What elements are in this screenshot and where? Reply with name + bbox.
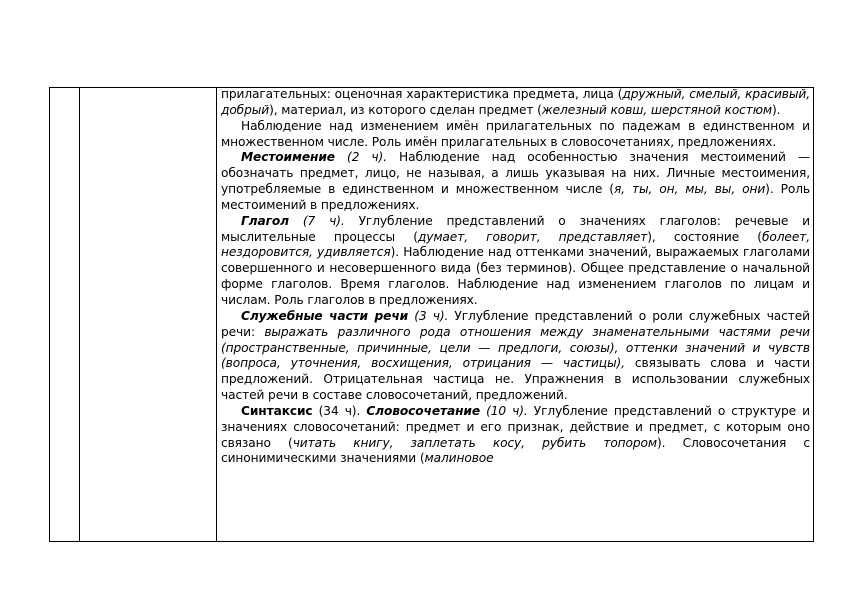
curriculum-table	[49, 87, 814, 542]
text-run: выражать различного рода отношения между знаменательными частями речи (пространственные, причинные, цели — предлоги, союзы), оттенки значений и чувств (вопроса, уточнения, восхищения, отрицания — частицы),	[221, 324, 810, 371]
table-column-topic	[80, 88, 217, 541]
text-run: Словосочетание	[366, 403, 481, 418]
text-run: болеет, нездоровится, удивляется	[221, 229, 810, 260]
text-run: дружный, смелый, красивый, добрый	[221, 87, 810, 117]
text-run: (3 ч).	[408, 308, 449, 323]
content-paragraph: Глагол (7 ч). Углубление представлений о значениях глаголов: речевые и мыслительные процессы (думает, говорит, представляет), состояние (болеет, нездоровится, удивляется). Наблюдение над оттенками значений, выражаемых глаголами совершенного и несовершенного вида (без терминов). Общее представление о начальной форме глаголов. Время глаголов. Наблюдение над изменением глаголов по лицам и числам. Роль глаголов в предложениях.	[221, 213, 810, 307]
content-paragraph: прилагательных: оценочная характеристика предмета, лица (дружный, смелый, красивый, добрый), материал, из которого сделан предмет (железный ковш, шерстяной костюм).	[221, 87, 810, 117]
text-run: я, ты, он, мы, вы, они	[613, 182, 766, 197]
text-run: думает, говорит, представляет	[417, 229, 648, 244]
table-column-number	[50, 88, 80, 541]
content-paragraph: Местоимение (2 ч). Наблюдение над особенностью значения местоимений — обозначать предмет, лицо, не называя, а лишь указывая на них. Личные местоимения, употребляемые в единственном и множественном числе (я, ты, он, мы, вы, они). Роль местоимений в предложениях.	[221, 150, 810, 212]
text-run: (10 ч).	[480, 403, 528, 418]
text-run: Глагол	[241, 213, 289, 228]
text-run: малиновое	[424, 451, 494, 466]
text-run: железный ковш, шерстяной костюм	[541, 102, 773, 117]
text-run: Синтаксис	[241, 403, 313, 418]
text-run: читать книгу, заплетать косу, рубить топором	[292, 435, 657, 450]
content-paragraph: Наблюдение над изменением имён прилагательных по падежам в единственном и множественном числе. Роль имён прилагательных в словосочетаниях, предложениях.	[221, 118, 810, 149]
text-run: Местоимение	[241, 150, 335, 165]
content-paragraph: Служебные части речи (3 ч). Углубление представлений о роли служебных частей речи: выражать различного рода отношения между знаменательными частями речи (пространственные, причинные, цели — предлоги, союзы), оттенки значений и чувств (вопроса, уточнения, восхищения, отрицания — частицы), связывать слова и части предложений. Отрицательная частица не. Упражнения в использовании служебных частей речи в составе словосочетаний, предложений.	[221, 308, 810, 403]
text-run: Служебные части речи	[241, 308, 409, 323]
content-paragraph: Синтаксис (34 ч). Словосочетание (10 ч). Углубление представлений о структуре и значениях словосочетаний: предмет и его признак, действие и предмет, с которым оно связано (читать книгу, заплетать косу, рубить топором). Словосочетания с синонимическими значениями (малиновое	[221, 403, 810, 466]
text-run: (2 ч).	[334, 150, 387, 165]
text-run: (7 ч).	[288, 213, 345, 228]
table-column-content	[221, 87, 810, 467]
